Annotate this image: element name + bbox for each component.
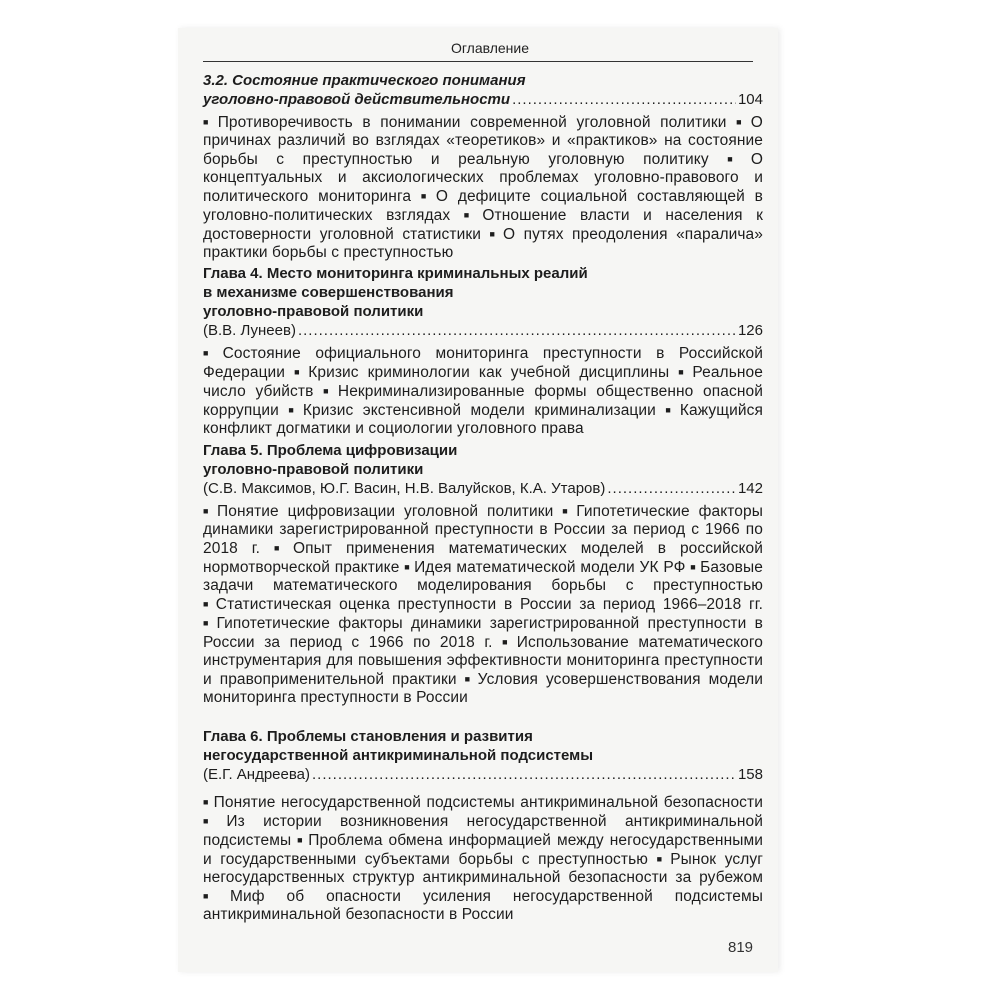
bullet-icon: ■ xyxy=(420,191,432,201)
leader-dots xyxy=(312,765,736,784)
bullet-icon: ■ xyxy=(656,854,667,864)
entry-page-number: 158 xyxy=(737,766,763,783)
topic: Противоречивость в понимании современной уголовной политики xyxy=(217,114,727,131)
topic: Миф об опасности усиления негосударственной подсистемы антикриминальной безопасности в России xyxy=(203,888,763,923)
entry-lead-line xyxy=(203,321,763,340)
entry-authors: (Е.Г. Андреева) xyxy=(203,766,310,783)
bullet-icon: ■ xyxy=(323,386,334,396)
bullet-icon: ■ xyxy=(203,599,212,609)
topic: Из истории возникновения негосударственной антикриминальной подсистемы xyxy=(203,813,763,849)
topic: О путях преодоления «паралича» практики борьбы с преступностью xyxy=(203,226,763,261)
bullet-icon: ■ xyxy=(294,367,305,377)
entry-page-number: 126 xyxy=(737,322,763,339)
toc-entry-3-2[interactable] xyxy=(203,71,763,262)
entry-authors: (С.В. Максимов, Ю.Г. Васин, Н.В. Валуйсков, К.А. Утаров) xyxy=(203,480,606,497)
topic: Отношение власти и населения к достоверности уголовной статистики xyxy=(203,207,763,243)
entry-lead-line xyxy=(203,479,763,498)
topic: Кризис криминологии как учебной дисциплины xyxy=(308,364,670,381)
topic: О концептуальных и аксиологических проблемах уголовно-правового и политического мониторинга xyxy=(203,151,763,205)
toc-entry-chapter-5[interactable] xyxy=(203,441,763,707)
header-divider xyxy=(203,61,753,62)
entry-title-line: уголовно-правовой действительности xyxy=(203,91,511,108)
bullet-icon: ■ xyxy=(464,674,474,684)
bullet-icon: ■ xyxy=(665,405,676,415)
entry-page-number: 104 xyxy=(737,91,763,108)
topic: Некриминализированные формы общественно опасной коррупции xyxy=(203,383,763,419)
bullet-icon: ■ xyxy=(463,210,479,220)
entry-title-line: Глава 6. Проблемы становления и развития xyxy=(203,728,533,745)
bullet-icon: ■ xyxy=(288,405,299,415)
bullet-icon: ■ xyxy=(203,618,213,628)
entry-title-line: Глава 5. Проблема цифровизации xyxy=(203,442,458,459)
bullet-icon: ■ xyxy=(562,506,573,516)
bullet-icon: ■ xyxy=(273,543,289,553)
topic: О дефиците социальной составляющей в уголовно-политических взглядах xyxy=(203,188,763,224)
topic: Условия усовершенствования модели мониторинга преступности в России xyxy=(203,671,763,706)
entry-title-line: негосударственной антикриминальной подсистемы xyxy=(203,747,594,764)
bullet-icon: ■ xyxy=(297,835,305,845)
bullet-icon: ■ xyxy=(727,154,747,164)
bullet-icon: ■ xyxy=(690,562,697,572)
topic: Статистическая оценка преступности в России за период 1966–2018 гг. xyxy=(215,596,763,613)
entry-title-line: уголовно-правовой политики xyxy=(203,303,424,320)
topic: Гипотетические факторы динамики зарегистрированной преступности в России за период с 1966 по 2018 г. xyxy=(203,615,763,651)
bullet-icon: ■ xyxy=(489,229,500,239)
entry-lead-line xyxy=(203,90,763,109)
entry-page-number: 142 xyxy=(737,480,763,497)
topic: Реальное число убийств xyxy=(203,364,763,400)
entry-topics xyxy=(203,793,763,924)
leader-dots xyxy=(298,321,736,340)
entry-title-line: в механизме совершенствования xyxy=(203,284,454,301)
bullet-icon: ■ xyxy=(736,117,747,127)
leader-dots xyxy=(607,479,736,498)
bullet-icon: ■ xyxy=(203,797,210,807)
bullet-icon: ■ xyxy=(404,562,411,572)
page-number: 819 xyxy=(728,939,754,956)
entry-title-line: Глава 4. Место мониторинга криминальных реалий xyxy=(203,265,588,282)
topic: Идея математической модели УК РФ xyxy=(414,559,686,576)
bullet-icon: ■ xyxy=(203,891,227,901)
topic: Гипотетические факторы динамики зарегистрированной преступности в России за период с 1966 по 2018 г. xyxy=(203,503,763,557)
entry-title-line: уголовно-правовой политики xyxy=(203,461,424,478)
topic: Рынок услуг негосударственных структур антикриминальной безопасности за рубежом xyxy=(203,851,763,886)
entry-lead-line xyxy=(203,765,763,784)
topic: Состояние официального мониторинга преступности в Российской Федерации xyxy=(203,345,764,381)
topic: Кризис экстенсивной модели криминализации xyxy=(302,402,656,419)
topic: Понятие негосударственной подсистемы антикриминальной безопасности xyxy=(213,794,763,811)
topic: Использование математического инструментария для повышения эффективности мониторинга преступности и правоприменительной практики xyxy=(203,634,763,688)
bullet-icon: ■ xyxy=(203,348,219,358)
leader-dots xyxy=(512,90,736,109)
entry-authors: (В.В. Лунеев) xyxy=(203,322,296,339)
bullet-icon: ■ xyxy=(203,117,214,127)
topic: О причинах различий во взглядах «теоретиков» и «практиков» на состояние борьбы с преступностью и реальную уголовную политику xyxy=(203,114,763,168)
entry-topics xyxy=(203,502,763,707)
bullet-icon: ■ xyxy=(678,367,689,377)
toc-entry-chapter-6[interactable] xyxy=(203,727,763,924)
toc-entry-chapter-4[interactable] xyxy=(203,264,763,438)
topic: Понятие цифровизации уголовной политики xyxy=(216,503,554,520)
topic: Кажущийся конфликт догматики и социологии уголовного права xyxy=(203,402,763,437)
bullet-icon: ■ xyxy=(203,506,213,516)
topic: Опыт применения математических моделей в российской нормотворческой практике xyxy=(203,540,763,576)
entry-topics xyxy=(203,344,763,438)
bullet-icon: ■ xyxy=(203,816,223,826)
topic: Базовые задачи математического моделирования борьбы с преступностью xyxy=(203,559,763,594)
bullet-icon: ■ xyxy=(502,637,513,647)
topic: Проблема обмена информацией между негосударственными и государственными субъектами борьбы с преступностью xyxy=(203,832,763,868)
entry-title-line: 3.2. Состояние практического понимания xyxy=(203,72,526,89)
running-header: Оглавление xyxy=(450,40,530,56)
entry-topics xyxy=(203,113,763,262)
